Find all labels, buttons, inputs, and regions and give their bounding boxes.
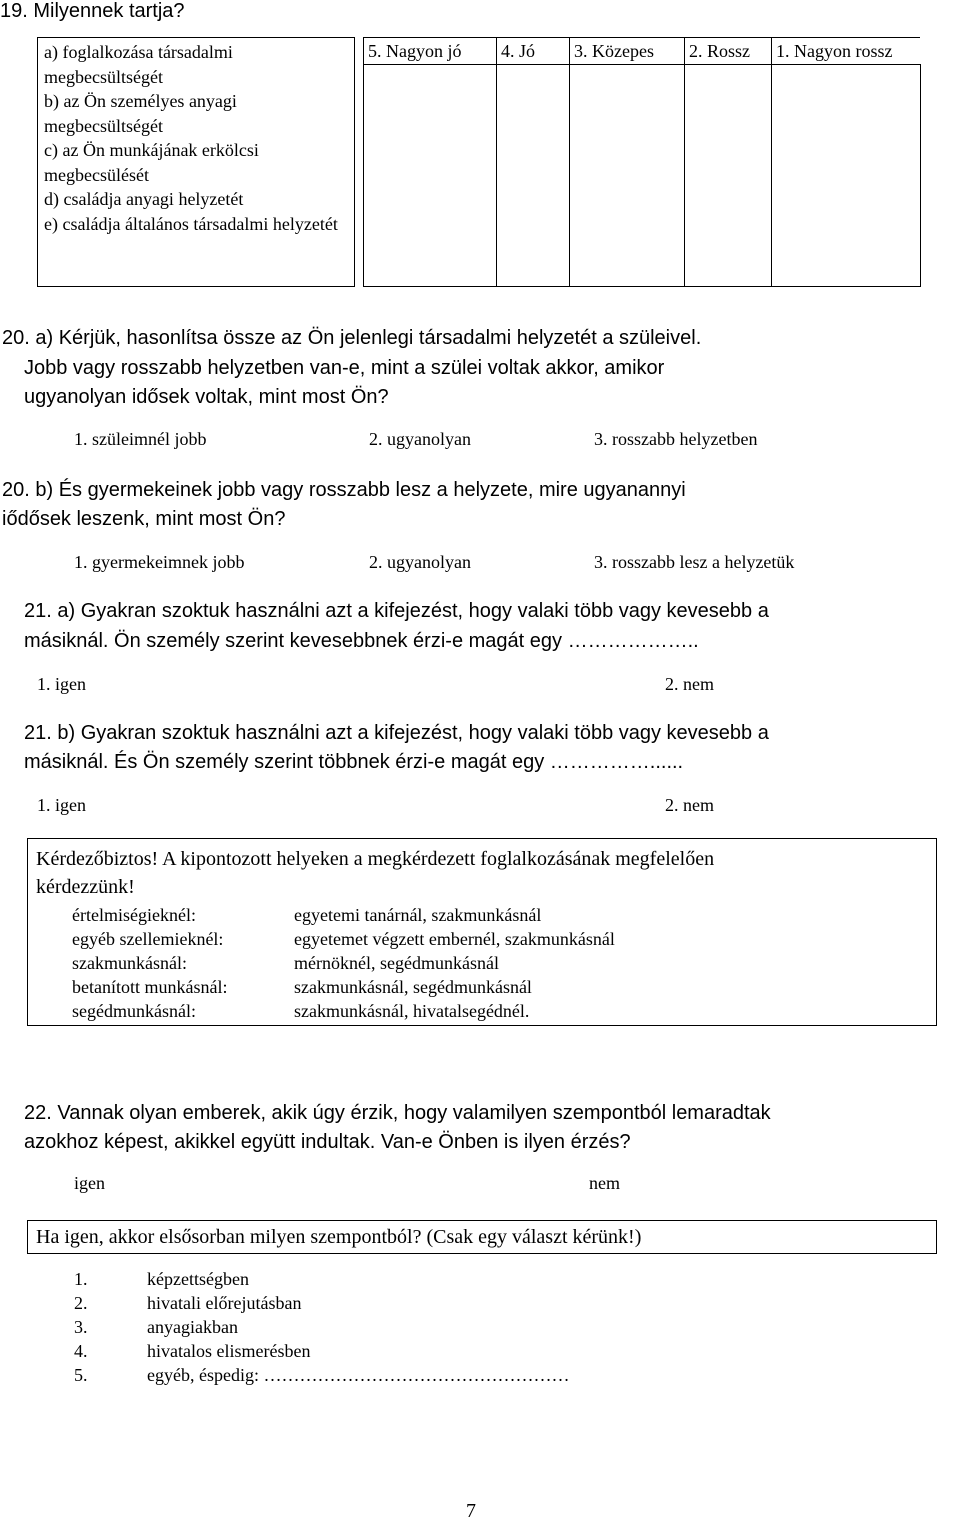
q19-scale-header: 1. Nagyon rossz <box>772 38 921 65</box>
q19-scale-header: 2. Rossz <box>685 38 772 65</box>
q20b-option[interactable]: 1. gyermekeimnek jobb <box>74 552 245 572</box>
q19-item: a) foglalkozása társadalmi megbecsültségét <box>44 42 233 87</box>
q20a-question: Jobb vagy rosszabb helyzetben van-e, mint a szülei voltak akkor, amikor <box>24 357 665 379</box>
q19-table <box>37 37 921 287</box>
q21a-option-yes[interactable]: 1. igen <box>37 674 86 694</box>
q20b-option[interactable]: 3. rosszabb lesz a helyzetük <box>594 552 795 572</box>
q20a-question: ugyanolyan idősek voltak, mint most Ön? <box>24 386 389 408</box>
q22-reason-number: 5. <box>74 1365 88 1385</box>
q19-title: 19. Milyennek tartja? <box>0 0 185 22</box>
q20a-option[interactable]: 3. rosszabb helyzetben <box>594 429 758 449</box>
interviewer-instructions-box <box>27 838 937 1026</box>
occupation-value: egyetemet végzett embernél, szakmunkásnál <box>294 929 615 949</box>
q20a-option[interactable]: 1. szüleimnél jobb <box>74 429 207 449</box>
q22-question: 22. Vannak olyan emberek, akik úgy érzik, hogy valamilyen szempontból lemaradtak <box>24 1102 771 1124</box>
q22-option-yes[interactable]: igen <box>74 1173 105 1193</box>
q22-reason-number: 2. <box>74 1293 88 1313</box>
q21a-option-no[interactable]: 2. nem <box>665 674 714 694</box>
q21b-option-no[interactable]: 2. nem <box>665 795 714 815</box>
q19-item: d) családja anyagi helyzetét <box>44 189 244 209</box>
interviewer-instruction-text: Kérdezőbiztos! A kipontozott helyeken a megkérdezett foglalkozásának megfelelően <box>36 848 715 870</box>
q20b-question: iődősek leszenk, mint most Ön? <box>2 508 286 530</box>
q22-reason-number: 1. <box>74 1269 88 1289</box>
q22-question: azokhoz képest, akikkel együtt indultak. Van-e Önben is ilyen érzés? <box>24 1131 631 1153</box>
occupation-label: betanított munkásnál: <box>72 977 228 997</box>
q22-reason-number: 3. <box>74 1317 88 1337</box>
q19-item-list <box>38 38 355 287</box>
q22-reason-option[interactable]: anyagiakban <box>147 1317 238 1337</box>
q22-reason-number: 4. <box>74 1341 88 1361</box>
q21b-option-yes[interactable]: 1. igen <box>37 795 86 815</box>
q20b-question: 20. b) És gyermekeinek jobb vagy rosszabb lesz a helyzete, mire ugyanannyi <box>2 479 686 501</box>
occupation-value: egyetemi tanárnál, szakmunkásnál <box>294 905 542 925</box>
q19-answer-cell[interactable] <box>772 65 921 287</box>
q19-scale-header: 5. Nagyon jó <box>364 38 497 65</box>
q21b-question: 21. b) Gyakran szoktuk használni azt a kifejezést, hogy valaki több vagy kevesebb a <box>24 722 769 744</box>
q19-answer-cell[interactable] <box>497 65 570 287</box>
occupation-value: szakmunkásnál, segédmunkásnál <box>294 977 532 997</box>
page-number: 7 <box>466 1500 476 1522</box>
q22-reason-option[interactable]: egyéb, éspedig: …………………………………………… <box>147 1365 570 1385</box>
q22-option-no[interactable]: nem <box>589 1173 620 1193</box>
occupation-label: szakmunkásnál: <box>72 953 187 973</box>
q22-reason-option[interactable]: hivatalos elismerésben <box>147 1341 311 1361</box>
q20a-option[interactable]: 2. ugyanolyan <box>369 429 471 449</box>
occupation-label: értelmiségieknél: <box>72 905 196 925</box>
q22-reason-option[interactable]: képzettségben <box>147 1269 249 1289</box>
q19-item: e) családja általános társadalmi helyzetét <box>44 213 338 234</box>
q19-scale-header: 3. Közepes <box>570 38 685 65</box>
q19-answer-cell[interactable] <box>570 65 685 287</box>
q19-item: b) az Ön személyes anyagi megbecsültségét <box>44 91 237 136</box>
q22-followup-question: Ha igen, akkor elsősorban milyen szempontból? (Csak egy választ kérünk!) <box>36 1226 642 1248</box>
q19-scale-header: 4. Jó <box>497 38 570 65</box>
q21b-question: másiknál. És Ön személy szerint többnek érzi-e magát egy ……………...... <box>24 751 684 773</box>
q22-reason-option[interactable]: hivatali előrejutásban <box>147 1293 302 1313</box>
q19-answer-cell[interactable] <box>364 65 497 287</box>
occupation-value: mérnöknél, segédmunkásnál <box>294 953 499 973</box>
q22-followup-box <box>27 1220 937 1254</box>
q20a-question: 20. a) Kérjük, hasonlítsa össze az Ön jelenlegi társadalmi helyzetét a szüleivel. <box>2 327 702 349</box>
occupation-label: segédmunkásnál: <box>72 1001 196 1021</box>
occupation-value: szakmunkásnál, hivatalsegédnél. <box>294 1001 530 1021</box>
interviewer-instruction-text: kérdezzünk! <box>36 876 135 898</box>
q21a-question: másiknál. Ön személy szerint kevesebbnek érzi-e magát egy ……………….. <box>24 630 699 652</box>
q19-answer-cell[interactable] <box>685 65 772 287</box>
occupation-label: egyéb szellemieknél: <box>72 929 224 949</box>
q21a-question: 21. a) Gyakran szoktuk használni azt a kifejezést, hogy valaki több vagy kevesebb a <box>24 600 769 622</box>
q20b-option[interactable]: 2. ugyanolyan <box>369 552 471 572</box>
q19-item: c) az Ön munkájának erkölcsi megbecsülését <box>44 140 259 185</box>
